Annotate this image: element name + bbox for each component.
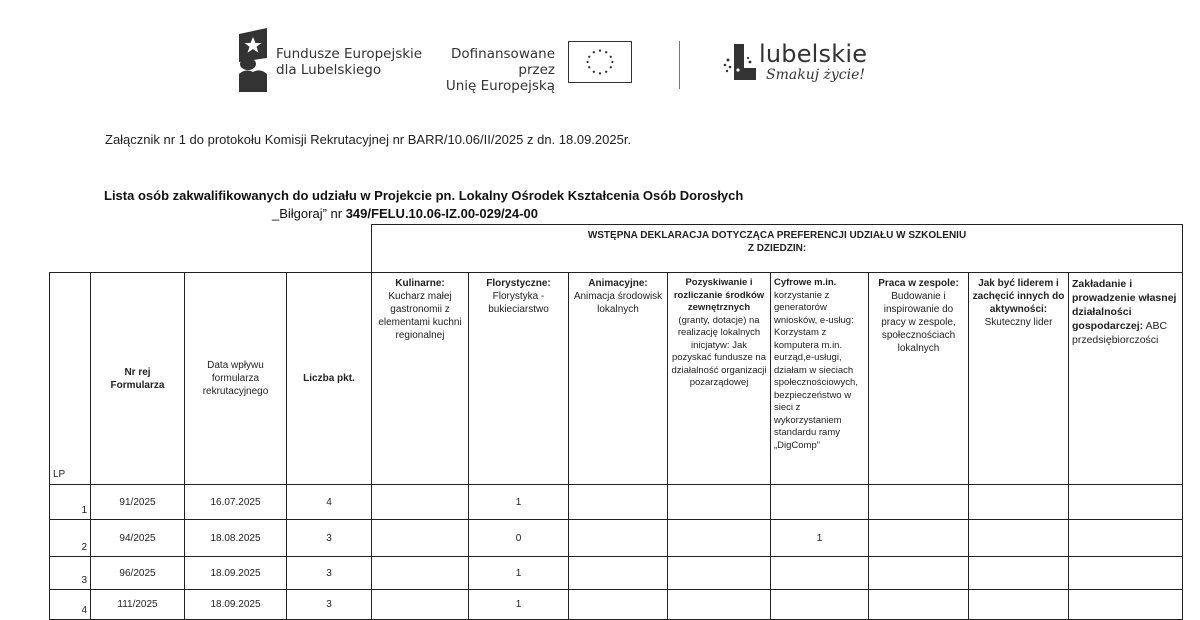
project-number: 349/FELU.10.06-IZ.00-029/24-00 <box>345 206 538 221</box>
cell-domain-6 <box>969 520 1069 557</box>
domain-title: Praca w zespole: <box>878 278 959 289</box>
domain-title: Zakładanie i prowadzenie własnej działalności gospodarczej: <box>1072 278 1177 332</box>
group-header-row <box>50 225 1183 273</box>
col-header-nr: Nr rej Formularza <box>91 273 185 485</box>
cell-domain-7 <box>1069 590 1183 620</box>
cell-domain-2 <box>569 557 668 590</box>
annex-line: Załącznik nr 1 do protokołu Komisji Rekrutacyjnej nr BARR/10.06/II/2025 z dn. 18.09.2025r. <box>105 132 632 147</box>
col-header-lider <box>969 273 1069 485</box>
col-header-lp: LP <box>50 273 91 485</box>
cell-domain-4 <box>771 485 869 520</box>
blank-header-cell <box>50 225 372 273</box>
cell-domain-2 <box>569 590 668 620</box>
group-header <box>372 225 1183 273</box>
table-row <box>50 590 1183 620</box>
cell-lp: 3 <box>50 557 91 590</box>
cell-nr: 96/2025 <box>91 557 185 590</box>
cell-domain-4 <box>771 557 869 590</box>
domain-title: Florystyczne: <box>486 278 551 289</box>
domain-desc: Budowanie i inspirowanie do pracy w zespole, społecznościach lokalnych <box>881 291 956 354</box>
cell-domain-1: 1 <box>469 485 569 520</box>
cell-domain-7 <box>1069 520 1183 557</box>
cell-data: 16.07.2025 <box>185 485 287 520</box>
cell-data: 18.09.2025 <box>185 590 287 620</box>
col-header-florystyczne <box>469 273 569 485</box>
cell-domain-3 <box>668 557 771 590</box>
domain-title: Pozyskiwanie i rozliczanie środków zewnętrznych <box>673 277 765 313</box>
domain-desc: Florystyka - bukieciarstwo <box>488 291 549 315</box>
cell-domain-1: 1 <box>469 590 569 620</box>
cell-domain-5 <box>869 485 969 520</box>
cell-lp: 4 <box>50 590 91 620</box>
domain-desc: Kucharz małej gastronomii z elementami kuchni regionalnej <box>378 291 462 341</box>
col-header-praca-w-zespole <box>869 273 969 485</box>
logo-divider <box>679 41 680 89</box>
logo-ue-text <box>430 46 555 94</box>
cell-nr: 111/2025 <box>91 590 185 620</box>
logo-ue-line1: Dofinansowane przez <box>450 46 555 78</box>
domain-desc: Animacja środowisk lokalnych <box>573 291 663 315</box>
logo-lubelskie-text: lubelskie <box>759 40 868 68</box>
cell-domain-0 <box>372 590 469 620</box>
cell-nr: 91/2025 <box>91 485 185 520</box>
cell-domain-6 <box>969 590 1069 620</box>
document-title-line1: Lista osób zakwalifikowanych do udziału w Projekcie pn. Lokalny Ośrodek Kształcenia Osób Dorosłych <box>104 188 744 203</box>
logo-fe-line2: dla Lubelskiego <box>276 62 382 78</box>
domain-desc: ABC przedsiębiorczości <box>1072 320 1168 346</box>
col-header-dzialalnosc <box>1069 273 1183 485</box>
column-header-row <box>50 273 1183 485</box>
fundusze-europejskie-logo-icon <box>236 28 270 92</box>
cell-data: 18.09.2025 <box>185 557 287 590</box>
cell-domain-7 <box>1069 485 1183 520</box>
domain-title: Jak być liderem i zachęcić innych do aktywności: <box>972 278 1065 315</box>
domain-title: Cyfrowe m.in. <box>774 277 837 288</box>
lubelskie-logo-icon <box>722 42 760 82</box>
cell-domain-5 <box>869 590 969 620</box>
table-row <box>50 485 1183 520</box>
eu-flag-icon <box>568 41 632 83</box>
cell-domain-4: 1 <box>771 520 869 557</box>
logo-ue-line2: Unię Europejską <box>445 78 555 94</box>
col-header-data: Data wpływu formularza rekrutacyjnego <box>185 273 287 485</box>
cell-pkt: 3 <box>287 557 372 590</box>
table-row <box>50 557 1183 590</box>
cell-domain-0 <box>372 485 469 520</box>
logo-fe-text <box>276 46 422 78</box>
cell-domain-3 <box>668 590 771 620</box>
qualified-persons-table <box>49 224 1183 620</box>
cell-domain-2 <box>569 485 668 520</box>
logo-lubelskie-slogan: Smakuj życie! <box>766 67 866 83</box>
cell-data: 18.08.2025 <box>185 520 287 557</box>
domain-desc: Skuteczny lider <box>984 317 1053 328</box>
col-header-pozyskiwanie <box>668 273 771 485</box>
col-header-kulinarne <box>372 273 469 485</box>
cell-pkt: 3 <box>287 590 372 620</box>
cell-nr: 94/2025 <box>91 520 185 557</box>
cell-lp: 2 <box>50 520 91 557</box>
domain-title: Animacyjne: <box>588 278 648 289</box>
cell-domain-3 <box>668 485 771 520</box>
cell-domain-5 <box>869 557 969 590</box>
cell-domain-6 <box>969 557 1069 590</box>
document-title-line2 <box>272 206 538 221</box>
cell-domain-0 <box>372 520 469 557</box>
cell-lp: 1 <box>50 485 91 520</box>
group-header-line2: Z DZIEDZIN: <box>747 243 807 254</box>
domain-desc: korzystanie z generatorów wniosków, e-usług: Korzystam z komputera m.in. eurząd,e-usługi, działam w sieciach społecznościowych, bezpieczeństwo w sieci z wykorzystaniem standardu ramy „DigComp” <box>774 289 858 451</box>
col-header-pkt: Liczba pkt. <box>287 273 372 485</box>
logo-fe-line1: Fundusze Europejskie <box>276 46 423 62</box>
table-body <box>50 485 1183 620</box>
cell-domain-4 <box>771 590 869 620</box>
cell-domain-7 <box>1069 557 1183 590</box>
cell-domain-3 <box>668 520 771 557</box>
col-header-animacyjne <box>569 273 668 485</box>
cell-domain-5 <box>869 520 969 557</box>
cell-domain-1: 1 <box>469 557 569 590</box>
group-header-line1: WSTĘPNA DEKLARACJA DOTYCZĄCA PREFERENCJI UDZIAŁU W SZKOLENIU <box>587 230 967 241</box>
cell-domain-1: 0 <box>469 520 569 557</box>
cell-domain-2 <box>569 520 668 557</box>
cell-domain-0 <box>372 557 469 590</box>
domain-title: Kulinarne: <box>395 278 445 289</box>
cell-pkt: 3 <box>287 520 372 557</box>
cell-domain-6 <box>969 485 1069 520</box>
domain-desc: (granty, dotacje) na realizację lokalnych inicjatyw: Jak pozyskać fundusze na działalność organizacji pozarządowej <box>671 314 767 388</box>
col-header-cyfrowe <box>771 273 869 485</box>
table-row <box>50 520 1183 557</box>
title-prefix: _Biłgoraj” nr <box>272 206 346 221</box>
cell-pkt: 4 <box>287 485 372 520</box>
